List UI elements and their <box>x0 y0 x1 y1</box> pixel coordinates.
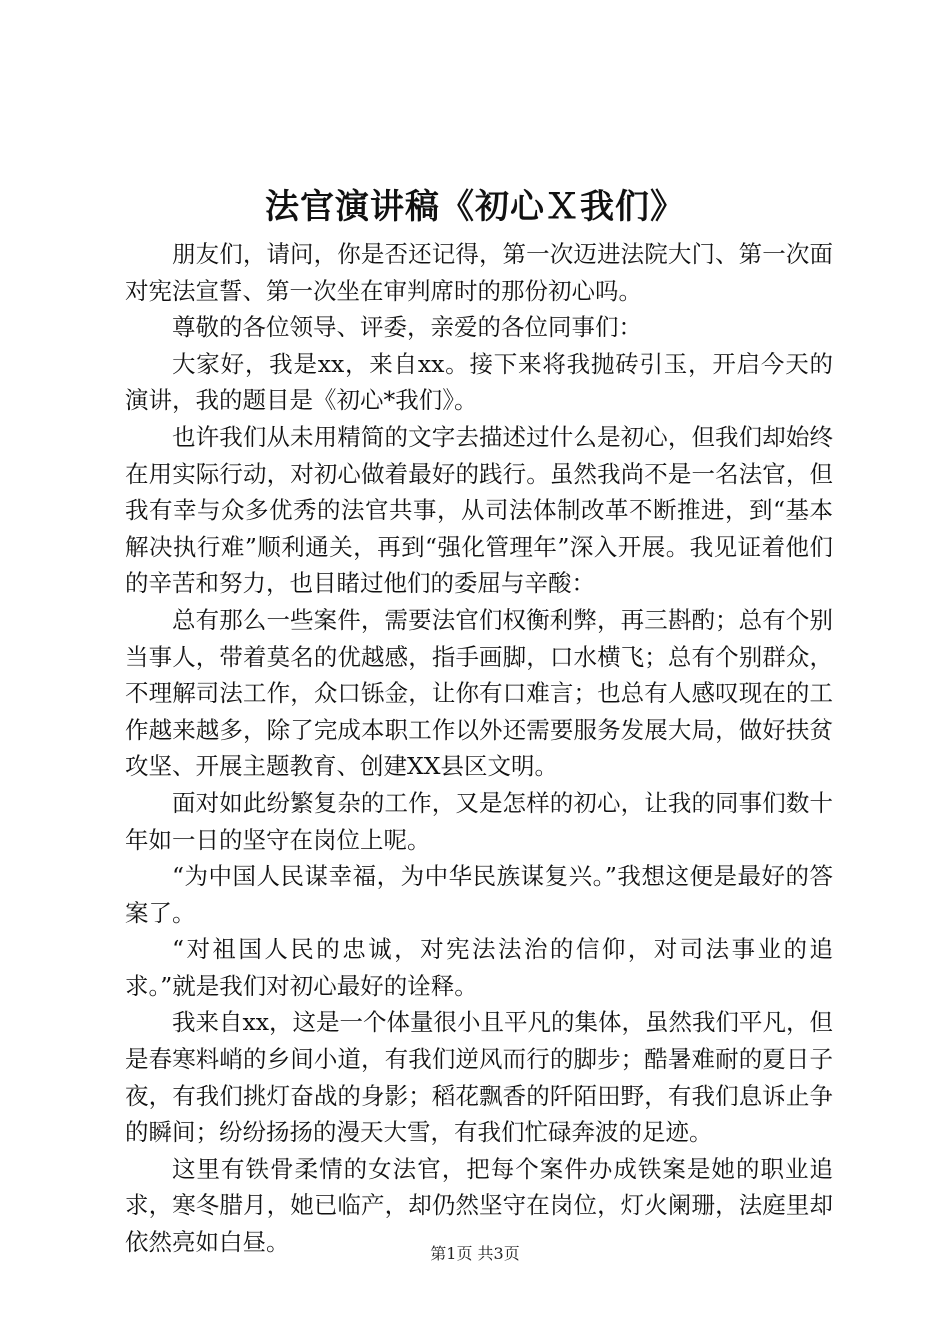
page-footer: 第1页 共3页 <box>430 1244 520 1263</box>
paragraph: 总有那么一些案件，需要法官们权衡利弊，再三斟酌；总有个别当事人，带着莫名的优越感，指手画脚，口水横飞；总有个别群众，不理解司法工作，众口铄金，让你有口难言；也总有人感叹现在的工作越来越多，除了完成本职工作以外还需要服务发展大局，做好扶贫攻坚、开展主题教育、创建XX县区文明。 <box>125 605 833 781</box>
paragraph: 面对如此纷繁复杂的工作，又是怎样的初心，让我的同事们数十年如一日的坚守在岗位上呢。 <box>125 788 833 854</box>
paragraph: 大家好，我是xx，来自xx。接下来将我抛砖引玉，开启今天的演讲，我的题目是《初心*我们》。 <box>125 349 833 415</box>
document-title: 法官演讲稿《初心Ｘ我们》 <box>265 187 685 227</box>
paragraph: 朋友们，请问，你是否还记得，第一次迈进法院大门、第一次面对宪法宣誓、第一次坐在审判席时的那份初心吗。 <box>125 240 833 305</box>
paragraph: 我来自xx，这是一个体量很小且平凡的集体，虽然我们平凡，但是春寒料峭的乡间小道，有我们逆风而行的脚步；酷暑难耐的夏日子夜，有我们挑灯奋战的身影；稻花飘香的阡陌田野，有我们息诉止争的瞬间；纷纷扬扬的漫天大雪，有我们忙碌奔波的足迹。 <box>125 1008 834 1147</box>
paragraph: “为中国人民谋幸福，为中华民族谋复兴。”我想这便是最好的答案了。 <box>125 862 833 927</box>
paragraph: 这里有铁骨柔情的女法官，把每个案件办成铁案是她的职业追求，寒冬腊月，她已临产，却仍然坚守在岗位，灯火阑珊，法庭里却依然亮如白昼。 <box>125 1154 833 1257</box>
paragraph: 尊敬的各位领导、评委，亲爱的各位同事们： <box>172 313 642 342</box>
document-body <box>125 236 833 1261</box>
paragraph: “对祖国人民的忠诚，对宪法法治的信仰，对司法事业的追求。”就是我们对初心最好的诠释。 <box>125 935 833 1000</box>
paragraph: 也许我们从未用精简的文字去描述过什么是初心，但我们却始终在用实际行动，对初心做着最好的践行。虽然我尚不是一名法官，但我有幸与众多优秀的法官共事，从司法体制改革不断推进，到“基本解决执行难”顺利通关，再到“强化管理年”深入开展。我见证着他们的辛苦和努力，也目睹过他们的委屈与辛酸： <box>125 422 833 598</box>
